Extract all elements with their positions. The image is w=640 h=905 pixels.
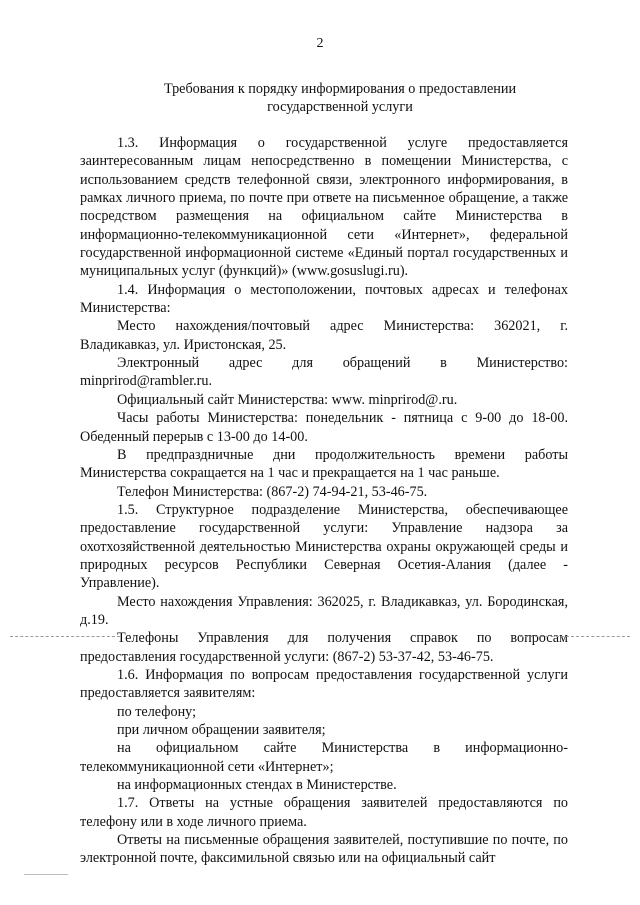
document-body	[80, 134, 568, 868]
paragraph-address: Место нахождения/почтовый адрес Министерства: 362021, г. Владикавказ, ул. Иристонская, 25.	[80, 318, 568, 353]
paragraph-1-4: 1.4. Информация о местоположении, почтовых адресах и телефонах Министерства:	[80, 281, 568, 317]
paragraph-written-requests: Ответы на письменные обращения заявителей, поступившие по почте, по электронной почте, факсимильной связью или на официальный сайт	[80, 832, 568, 867]
paragraph-phone: Телефон Министерства: (867-2) 74-94-21, 53-46-75.	[117, 483, 428, 500]
paragraph-email: Электронный адрес для обращений в Министерство: minprirod@rambler.ru.	[80, 355, 568, 390]
list-item-phone: по телефону;	[117, 703, 197, 720]
paragraph-1-5: 1.5. Структурное подразделение Министерства, обеспечивающее предоставление государственной услуги: Управление надзора за охотхозяйственной деятельностью Министерства охраны окружающей среды и природных ресурсов Республики Северная Осетия-Алания (далее - Управление).	[80, 501, 568, 592]
list-item-personal: при личном обращении заявителя;	[117, 722, 326, 738]
list-item-stands: на информационных стендах в Министерстве.	[117, 777, 397, 794]
paragraph-1-3: 1.3. Информация о государственной услуге предоставляется заинтересованным лицам непосредственно в помещении Министерства, с использованием средств телефонной связи, электронного информирования, в рамках личного приема, по почте при ответе на письменное обращение, а также посредством размещения на официальном сайте Министерства в информационно-телекоммуникационной сети «Интернет», федеральной государственной информационной системе «Единый портал государственных и муниципальных услуг (функций)» (www.gosuslugi.ru).	[80, 135, 568, 280]
section-title	[140, 80, 540, 116]
footer-rule	[24, 874, 68, 875]
scan-artifact-line-left	[10, 636, 120, 637]
scan-artifact-line-right	[520, 636, 630, 637]
paragraph-hours: Часы работы Министерства: понедельник - пятница с 9-00 до 18-00. Обеденный перерыв с 13-00 до 14-00.	[80, 410, 568, 445]
section-title-line-2: государственной услуги	[267, 99, 413, 115]
paragraph-department-address: Место нахождения Управления: 362025, г. Владикавказ, ул. Бородинская, д.19.	[80, 593, 568, 628]
paragraph-1-7: 1.7. Ответы на устные обращения заявителей предоставляются по телефону или в ходе личного приема.	[80, 795, 568, 830]
section-title-line-1: Требования к порядку информирования о предоставлении	[163, 81, 517, 97]
paragraph-holiday-hours: В предпраздничные дни продолжительность времени работы Министерства сокращается на 1 час и прекращается на 1 час раньше.	[80, 446, 568, 482]
page-number: 2	[316, 36, 324, 51]
list-item-website: на официальном сайте Министерства в информационно-телекоммуникационной сети «Интернет»;	[80, 740, 568, 775]
paragraph-1-6: 1.6. Информация по вопросам предоставления государственной услуги предоставляется заявителям:	[80, 666, 568, 702]
paragraph-website: Официальный сайт Министерства: www. minprirod@.ru.	[117, 391, 458, 408]
paragraph-department-phones: Телефоны Управления для получения справок по вопросам предоставления государственной услуги: (867-2) 53-37-42, 53-46-75.	[80, 630, 568, 665]
